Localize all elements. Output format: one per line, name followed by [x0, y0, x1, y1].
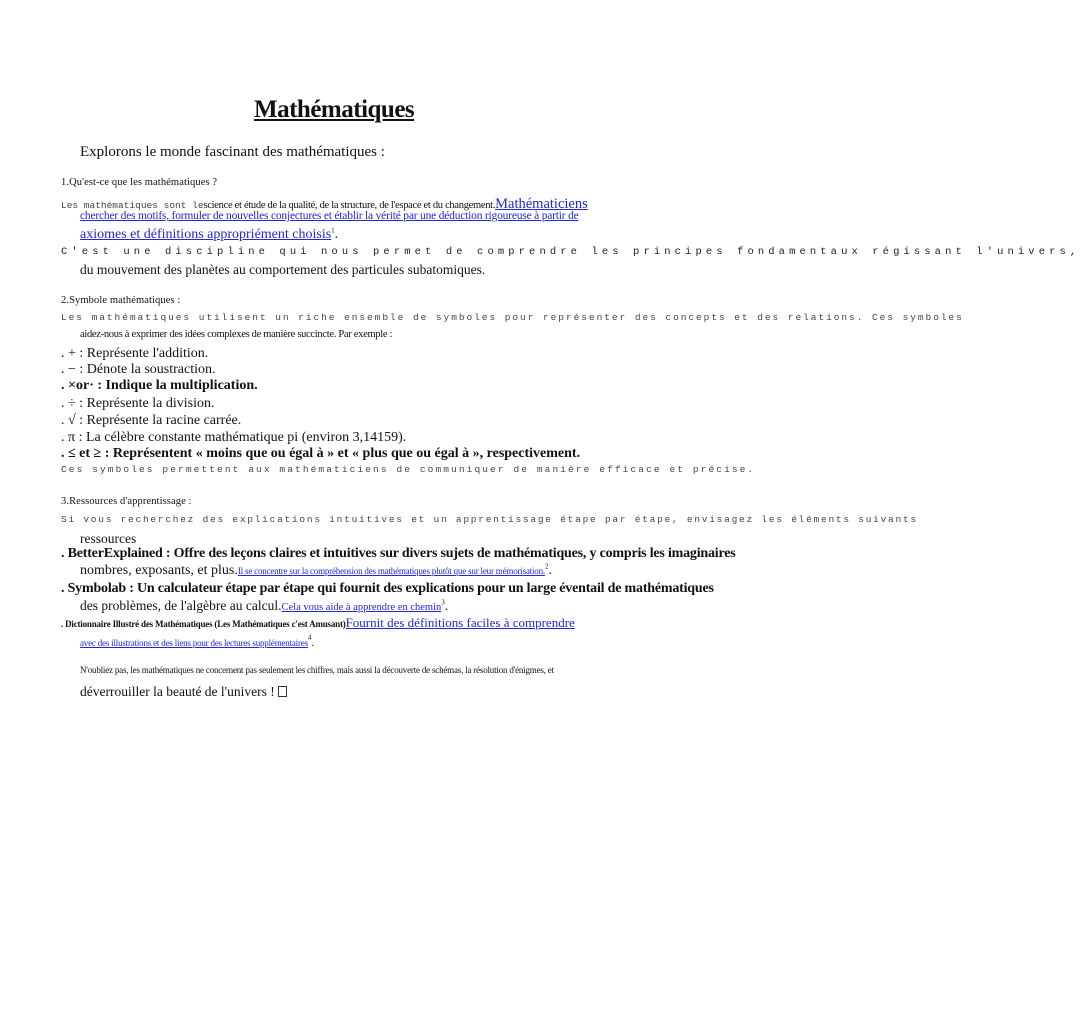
section1-line4	[61, 246, 1080, 258]
section1-heading: 1.Qu'est-ce que les mathématiques ?	[61, 177, 218, 188]
section1-line2-link[interactable]: chercher des motifs, formuler de nouvelles conjectures et établir la vérité par une déduction rigoureuse à partir de	[80, 210, 579, 222]
resource-dictionnaire	[61, 614, 575, 632]
symbol-item: . √ : Représente la racine carrée.	[61, 413, 242, 428]
symbol-item: . ÷ : Représente la division.	[61, 396, 215, 411]
missing-glyph-icon	[278, 686, 287, 697]
footnote-3[interactable]: 3	[441, 598, 445, 607]
section1-line1-mono: Les mathématiques sont le	[61, 200, 204, 211]
symbolab-link[interactable]: Cela vous aide à apprendre en chemin	[281, 602, 442, 613]
section2-line1: Les mathématiques utilisent un riche ensemble de symboles pour représenter des concepts et des relations. Ces symboles	[61, 312, 964, 323]
dictionnaire-title: . Dictionnaire Illustré des Mathématiques (Les Mathématiques c'est Amusant)	[61, 619, 346, 629]
section3-line2: ressources	[80, 531, 137, 546]
betterexplained-link[interactable]: Il se concentre sur la compréhension des mathématiques plutôt que sur leur mémorisation.	[237, 566, 545, 576]
resource-betterexplained-cont: nombres, exposants, et plus.Il se concentre sur la compréhension des mathématiques plutôt que sur leur mémorisation.$^2$.	[80, 562, 552, 578]
page-title: Mathématiques	[254, 96, 415, 123]
intro-text: Explorons le monde fascinant des mathématiques :	[80, 144, 385, 160]
dictionnaire-link[interactable]: Fournit des définitions faciles à comprendre	[345, 615, 575, 630]
section1-line1-text: science et étude de la qualité, de la structure, de l'espace et du changement.	[203, 200, 496, 211]
symbol-item: . − : Dénote la soustraction.	[61, 362, 216, 377]
section2-heading: 2.Symbole mathématiques :	[61, 295, 181, 306]
resource-betterexplained: . BetterExplained : Offre des leçons claires et intuitives sur divers sujets de mathématiques, y compris les imaginaires	[61, 546, 736, 561]
section1-line4-text: C'est une discipline qui nous permet de comprendre les principes fondamentaux régissant l'univers,	[61, 246, 1080, 258]
section1-line3: axiomes et définitions appropriément choisis$^1$.	[80, 226, 339, 242]
dictionnaire-link-2[interactable]: avec des illustrations et des liens pour des lectures supplémentaires	[80, 638, 308, 648]
closing-line1: N'oubliez pas, les mathématiques ne concernent pas seulement les chiffres, mais aussi la découverte de schémas, la résolution d'énigmes, et	[80, 665, 554, 675]
closing-line2: déverrouiller la beauté de l'univers !	[80, 684, 287, 700]
mathematiciens-link[interactable]: Mathématiciens	[495, 196, 588, 212]
section3-heading: 3.Ressources d'apprentissage :	[61, 496, 192, 507]
footnote-1[interactable]: 1	[331, 226, 335, 235]
footnote-4[interactable]: 4	[307, 633, 312, 642]
axiomes-link[interactable]: axiomes et définitions appropriément choisis	[80, 227, 332, 242]
symbol-item: . ≤ et ≥ : Représentent « moins que ou égal à » et « plus que ou égal à », respectivement.	[61, 446, 581, 461]
section2-closing: Ces symboles permettent aux mathématiciens de communiquer de manière efficace et précise.	[61, 464, 756, 475]
section1-line5: du mouvement des planètes au comportement des particules subatomiques.	[80, 262, 486, 277]
resource-symbolab: . Symbolab : Un calculateur étape par étape qui fournit des explications pour un large éventail de mathématiques	[61, 581, 714, 596]
resource-symbolab-cont: des problèmes, de l'algèbre au calcul.Cela vous aide à apprendre en chemin$^3$.	[80, 598, 449, 613]
symbol-item: . π : La célèbre constante mathématique pi (environ 3,14159).	[61, 430, 407, 445]
footnote-2[interactable]: 2	[544, 562, 549, 571]
symbol-item: . + : Représente l'addition.	[61, 346, 209, 361]
section2-line2: aidez-nous à exprimer des idées complexes de manière succincte. Par exemple :	[80, 329, 393, 340]
symbol-item: . ×or· : Indique la multiplication.	[61, 378, 258, 393]
section3-line1: Si vous recherchez des explications intuitives et un apprentissage étape par étape, envisagez les éléments suivants	[61, 514, 918, 525]
resource-dictionnaire-cont: avec des illustrations et des liens pour des lectures supplémentaires$^4$.	[80, 633, 315, 649]
